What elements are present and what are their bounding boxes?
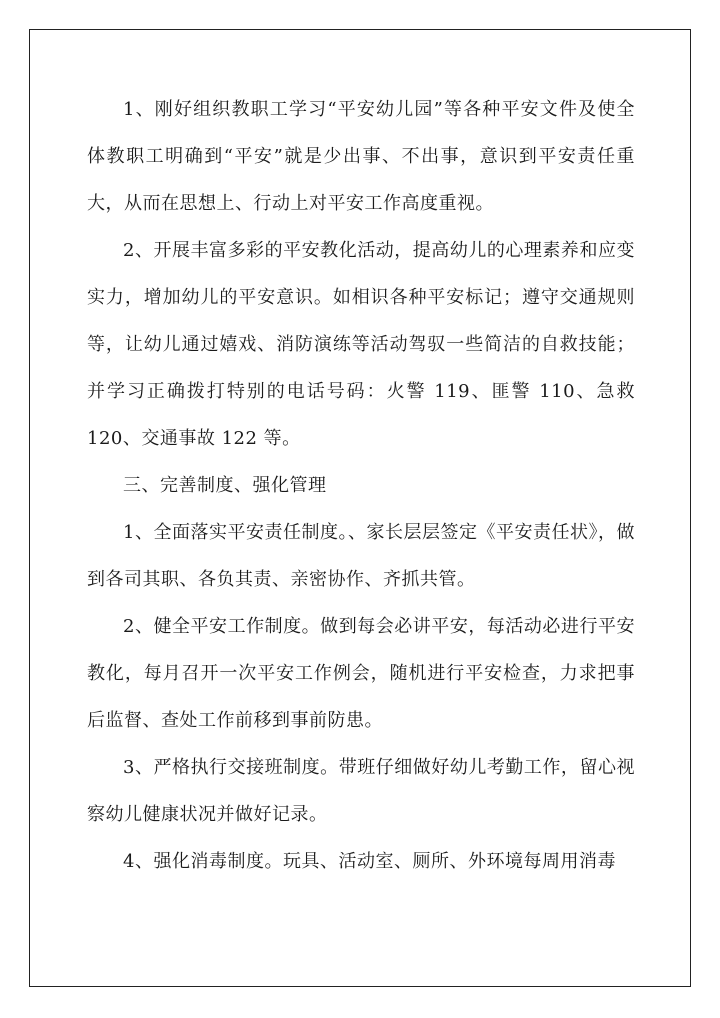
document-body [87, 86, 635, 885]
section-heading: 三、完善制度、强化管理 [123, 475, 327, 496]
paragraph-5: 3、严格执行交接班制度。带班仔细做好幼儿考勤工作，留心视察幼儿健康状况并做好记录。 [87, 757, 635, 825]
paragraph-6: 4、强化消毒制度。玩具、活动室、厕所、外环境每周用消毒 [123, 851, 616, 872]
paragraph-3: 1、全面落实平安责任制度。、家长层层签定《平安责任状》，做到各司其职、各负其责、亲密协作、齐抓共管。 [87, 522, 635, 590]
paragraph-1: 1、刚好组织教职工学习“平安幼儿园”等各种平安文件及使全体教职工明确到“平安”就是少出事、不出事，意识到平安责任重大，从而在思想上、行动上对平安工作高度重视。 [87, 99, 635, 214]
paragraph-2: 2、开展丰富多彩的平安教化活动，提高幼儿的心理素养和应变实力，增加幼儿的平安意识。如相识各种平安标记；遵守交通规则等，让幼儿通过嬉戏、消防演练等活动驾驭一些简洁的自救技能；并学习正确拨打特别的电话号码：火警 119、匪警 110、急救 120、交通事故 122 等。 [87, 240, 635, 449]
paragraph-4: 2、健全平安工作制度。做到每会必讲平安，每活动必进行平安教化，每月召开一次平安工作例会，随机进行平安检查，力求把事后监督、查处工作前移到事前防患。 [87, 616, 635, 731]
